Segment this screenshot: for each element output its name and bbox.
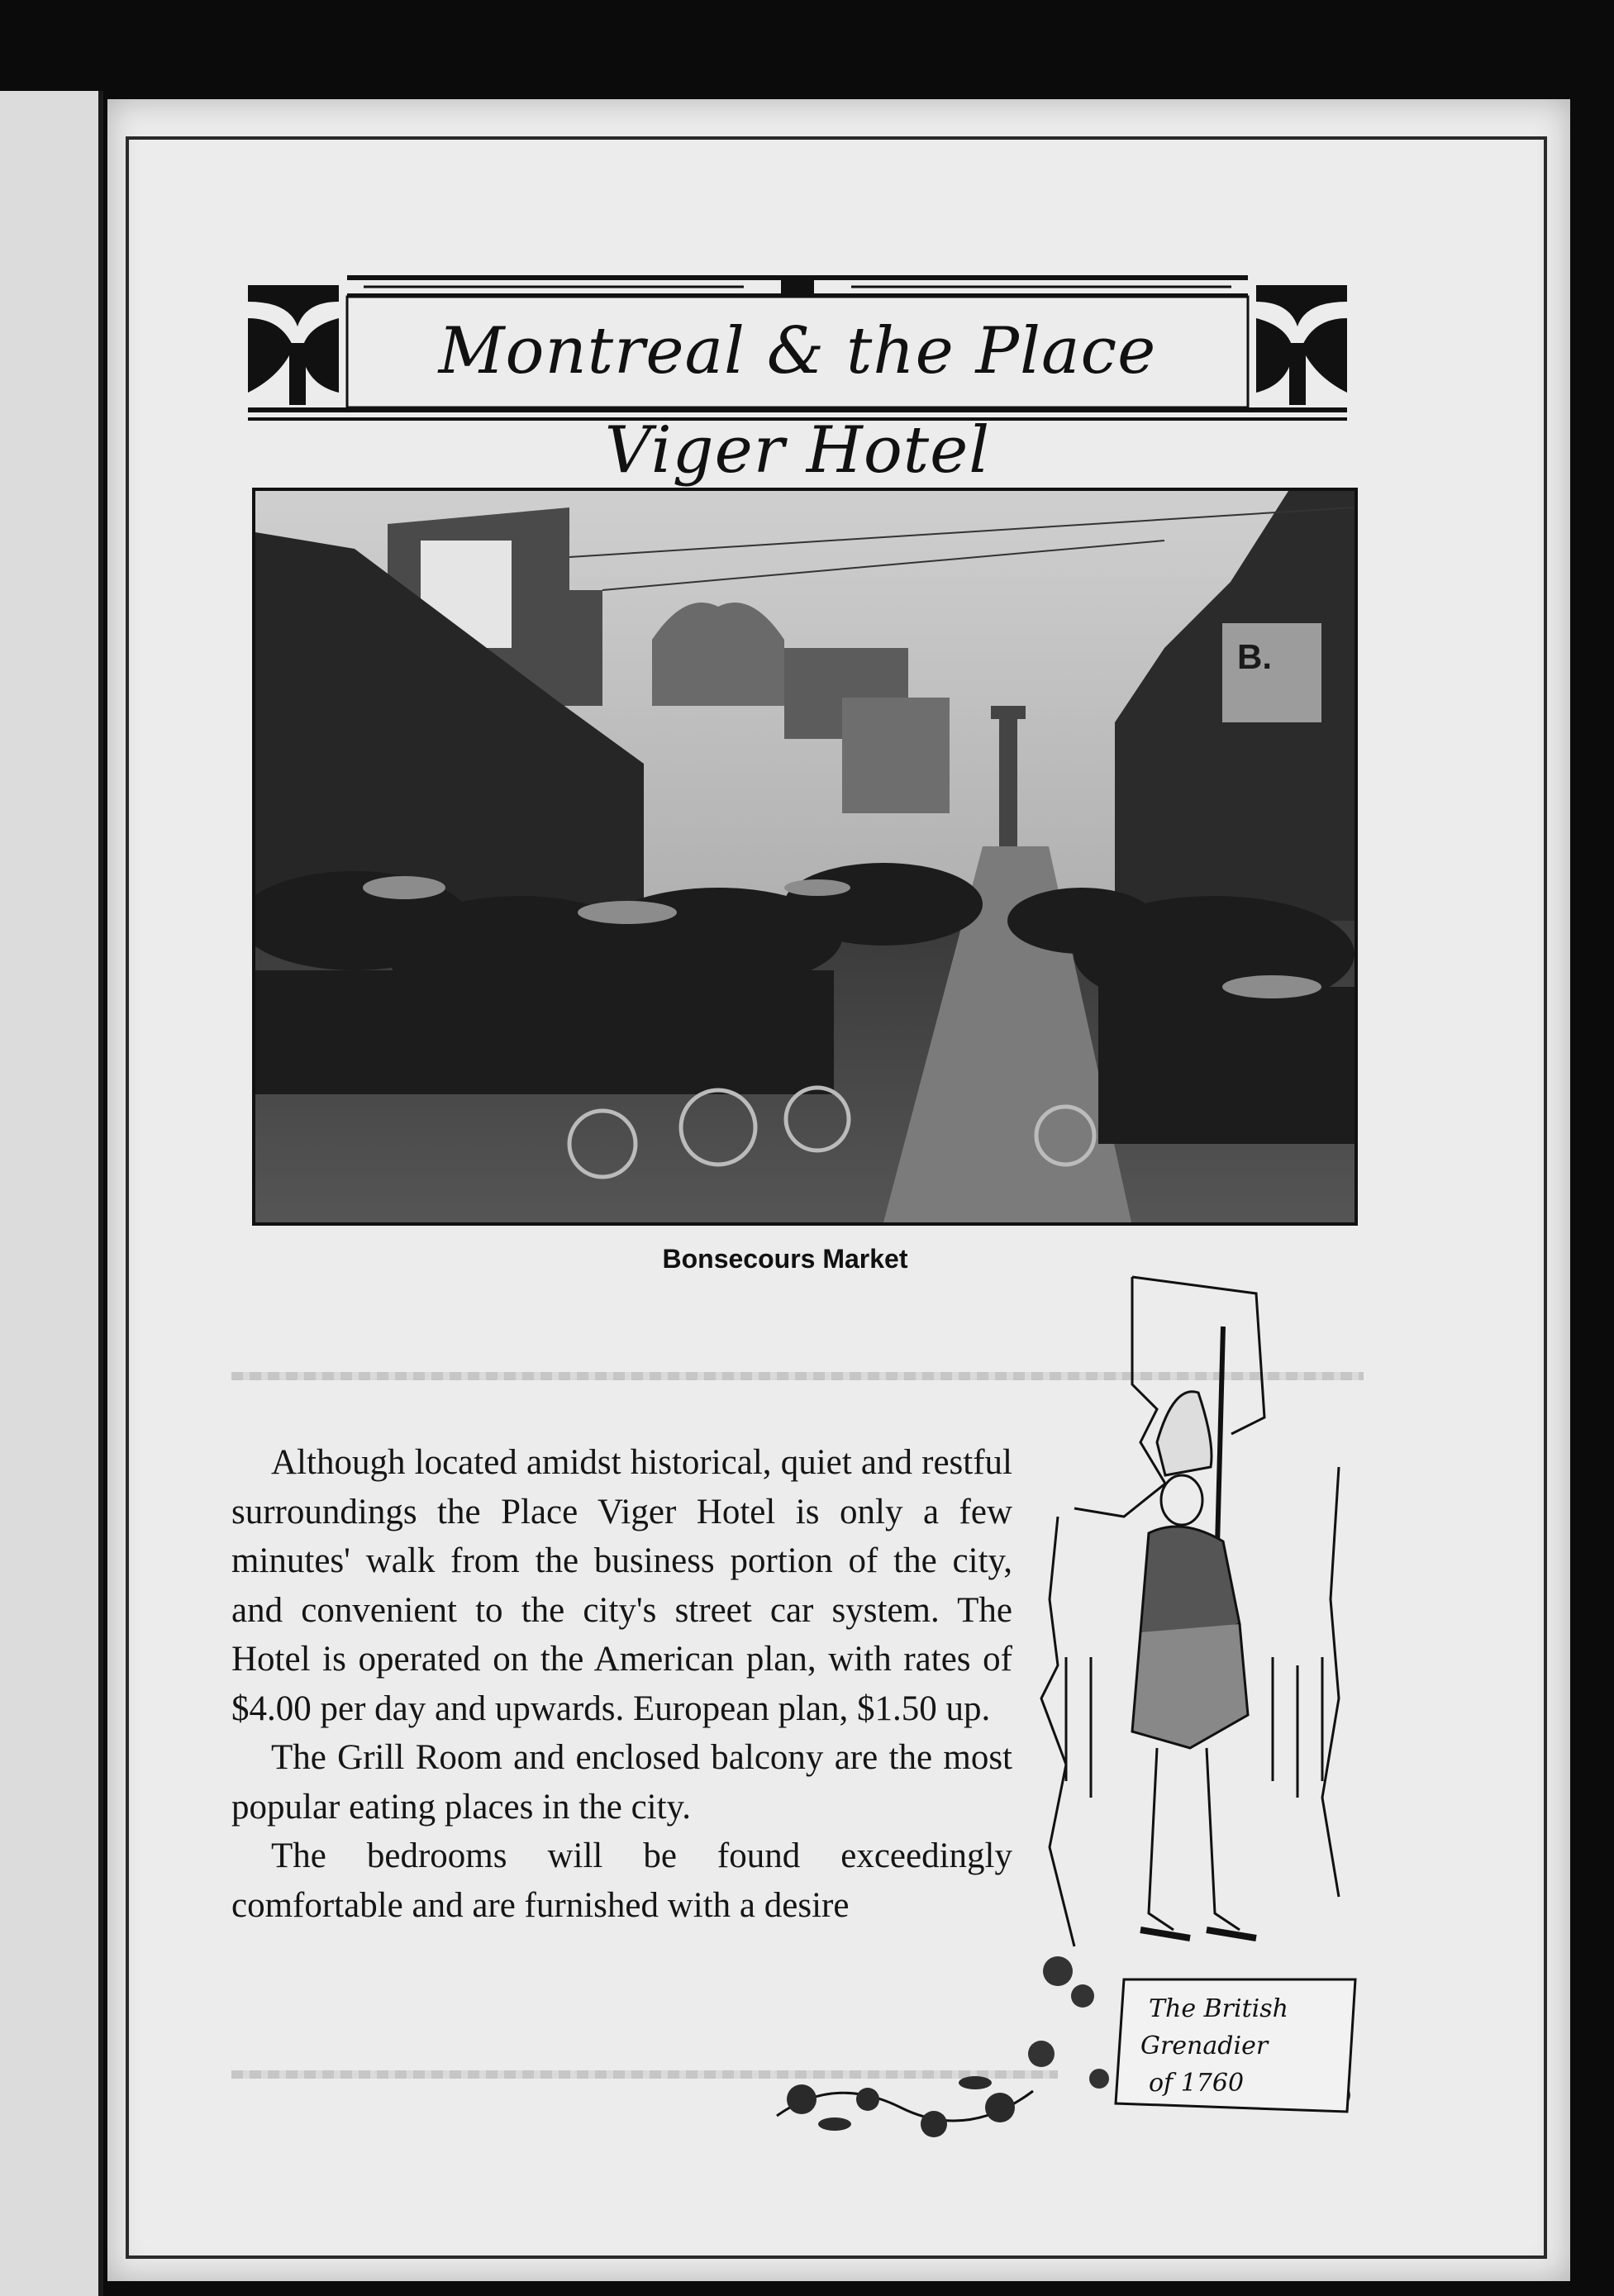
page-title: Montreal & the Place Viger Hotel (438, 314, 1157, 488)
market-scene-image (255, 491, 1355, 1222)
building-sign: B. (1237, 637, 1272, 676)
illustration-label-line1: The British (1149, 1994, 1288, 2023)
paragraph: The bedrooms will be found exceedingly comfortable and are furnished with a desire (231, 1836, 1012, 1925)
illustration-label-line3: of 1760 (1149, 2069, 1245, 2098)
floral-vine-ornament (769, 2041, 1041, 2157)
photo-caption: Bonsecours Market (662, 1244, 908, 1274)
grenadier-drawing (1025, 1269, 1372, 2145)
paragraph: The Grill Room and enclosed balcony are the most popular eating places in the city. (231, 1738, 1012, 1827)
paragraph: Although located amidst historical, quiet and restful surroundings the Place Viger Hotel is only a few minutes' walk from the business portion of the city, and convenient to the city's street car system. The Hotel is operated on the American plan, with rates of $4.00 per day and upwards. European plan, $1.50 up. (231, 1443, 1012, 1728)
illustration-label-line2: Grenadier (1140, 2032, 1269, 2060)
title-banner (248, 269, 1347, 488)
market-photograph (252, 488, 1358, 1226)
grenadier-illustration (1025, 1269, 1372, 2145)
adjacent-page-edge (0, 91, 103, 2296)
body-text (231, 1438, 1012, 1930)
